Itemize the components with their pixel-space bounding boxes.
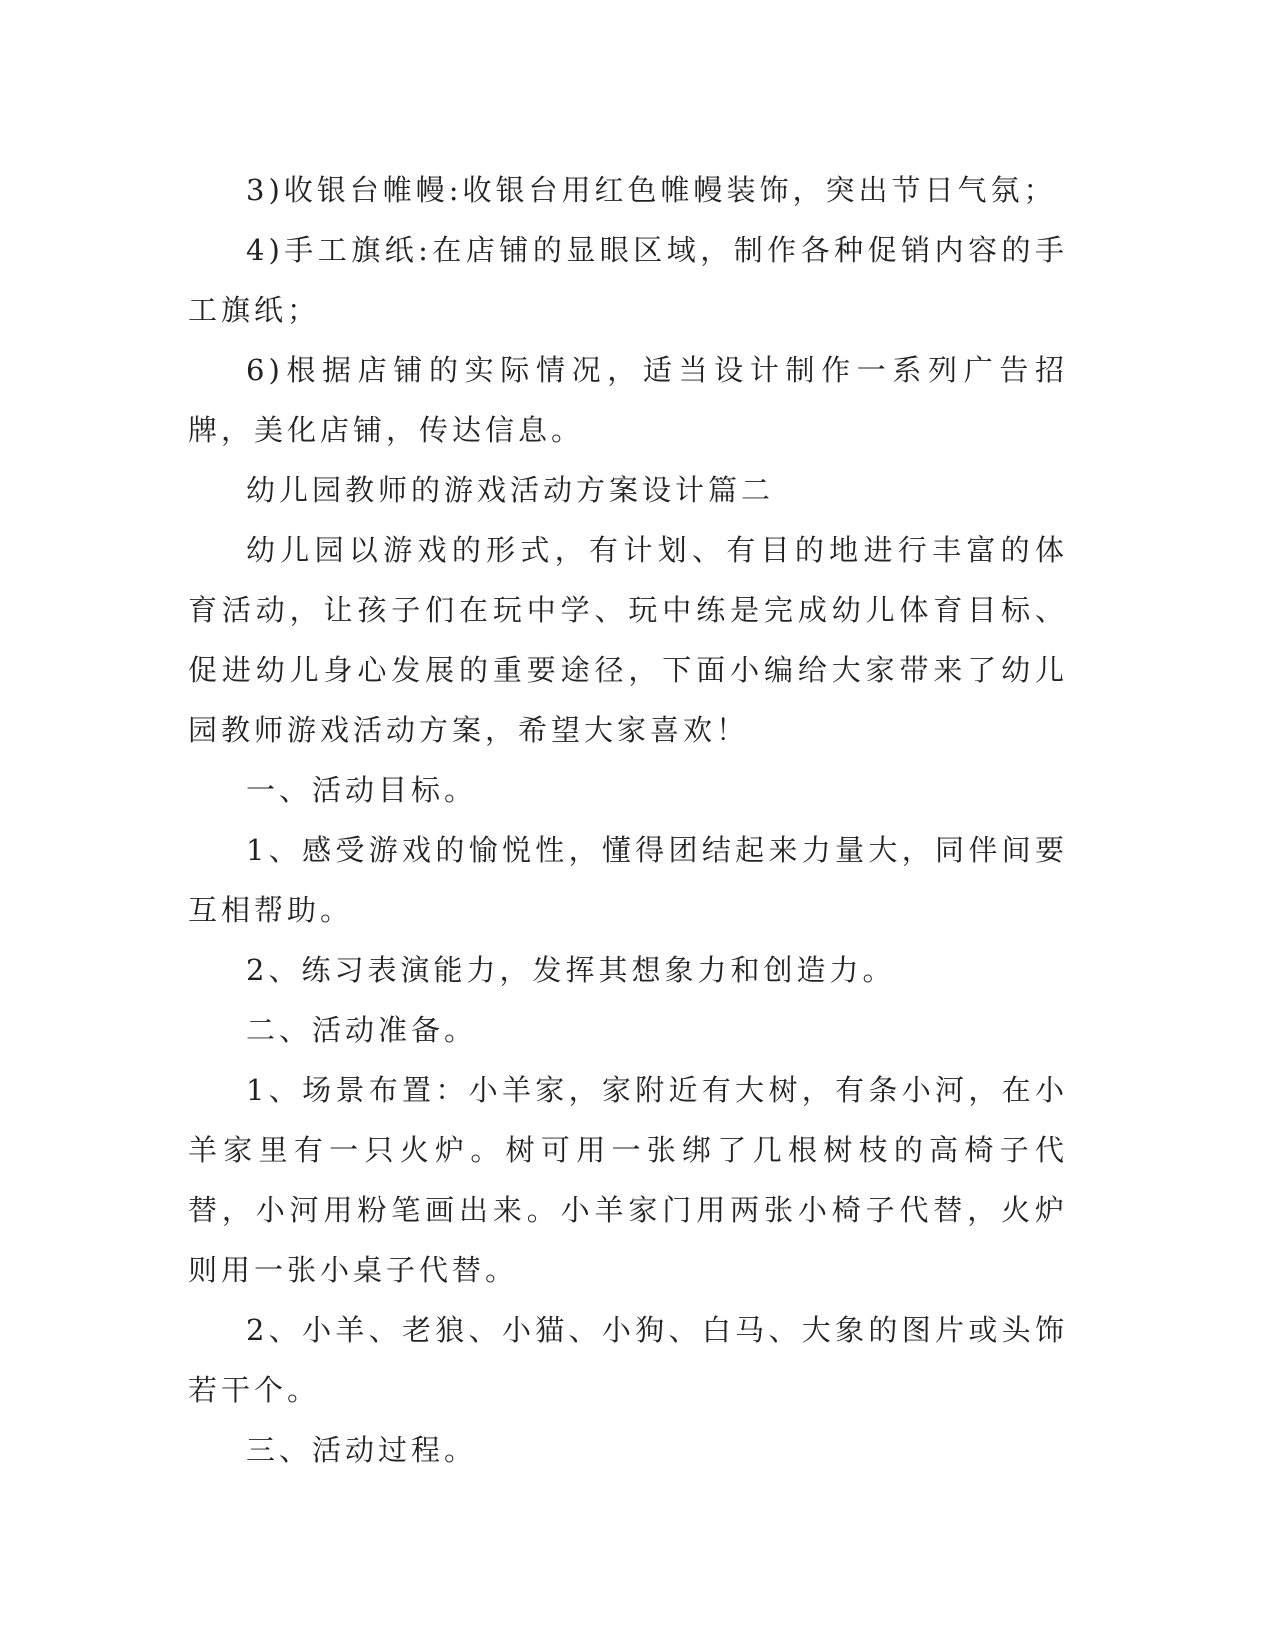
heading-activity-preparation: 二、活动准备。 xyxy=(246,1013,478,1047)
paragraph-signboards: 6)根据店铺的实际情况，适当设计制作一系列广告招牌，美化店铺，传达信息。 xyxy=(188,353,1068,447)
paragraph-intro: 幼儿园以游戏的形式，有计划、有目的地进行丰富的体育活动，让孩子们在玩中学、玩中练是完成幼儿体育目标、促进幼儿身心发展的重要途径，下面小编给大家带来了幼儿园教师游戏活动方案，希望大家喜欢！ xyxy=(188,533,1068,747)
paragraph-preparation-1: 1、场景布置：小羊家，家附近有大树，有条小河，在小羊家里有一只火炉。树可用一张绑了几根树枝的高椅子代替，小河用粉笔画出来。小羊家门用两张小椅子代替，火炉则用一张小桌子代替。 xyxy=(188,1073,1068,1287)
paragraph-cashier-curtain: 3)收银台帷幔:收银台用红色帷幔装饰，突出节日气氛； xyxy=(246,173,1057,207)
heading-activity-process: 三、活动过程。 xyxy=(246,1433,478,1467)
section-title: 幼儿园教师的游戏活动方案设计篇二 xyxy=(246,473,775,507)
paragraph-goal-2: 2、练习表演能力，发挥其想象力和创造力。 xyxy=(246,953,896,987)
paragraph-preparation-2: 2、小羊、老狼、小猫、小狗、白马、大象的图片或头饰若干个。 xyxy=(188,1313,1068,1407)
heading-activity-goals: 一、活动目标。 xyxy=(246,773,478,807)
paragraph-handmade-flags: 4)手工旗纸:在店铺的显眼区域，制作各种促销内容的手工旗纸； xyxy=(188,233,1068,327)
paragraph-goal-1: 1、感受游戏的愉悦性，懂得团结起来力量大，同伴间要互相帮助。 xyxy=(188,833,1068,927)
document-body xyxy=(188,160,1068,1480)
